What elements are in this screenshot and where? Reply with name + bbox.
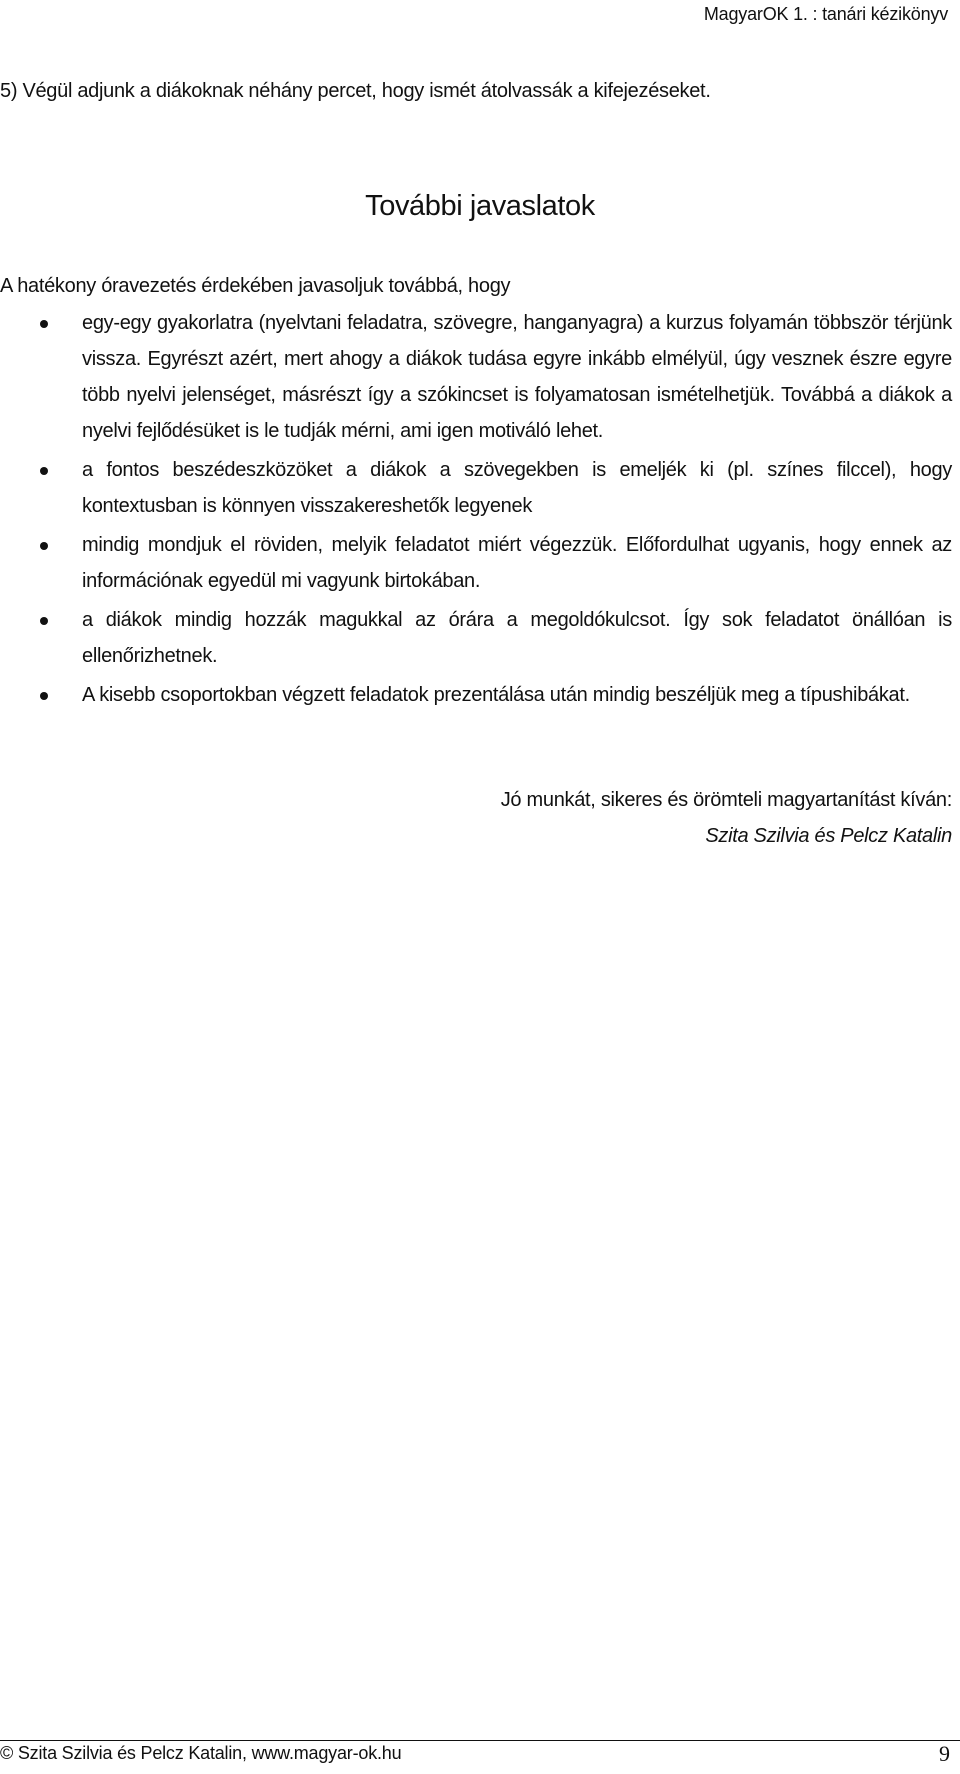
section-title: További javaslatok	[365, 190, 595, 222]
bullet-icon	[40, 617, 48, 625]
bullet-icon	[40, 542, 48, 550]
list-item-text: a fontos beszédeszközöket a diákok a szövegekben is emeljék ki (pl. színes filccel), hogy kontextusban is könnyen visszakereshetők legyenek	[82, 459, 952, 517]
list-item	[0, 677, 952, 713]
list-item	[0, 527, 952, 599]
closing-wish: Jó munkát, sikeres és örömteli magyartanítást kíván:	[500, 789, 952, 811]
list-item-text: egy-egy gyakorlatra (nyelvtani feladatra, szövegre, hanganyagra) a kurzus folyamán többször térjünk vissza. Egyrészt azért, mert ahogy a diákok tudása egyre inkább elmélyül, úgy vesznek észre egyre több nyelvi jelenséget, másrészt így a szókincset is folyamatosan ismételhetjük. Továbbá a diákok a nyelvi fejlődésüket is le tudják mérni, ami igen motiváló lehet.	[82, 312, 952, 442]
bullet-icon	[40, 467, 48, 475]
section-lead: A hatékony óravezetés érdekében javasoljuk továbbá, hogy	[0, 275, 511, 297]
suggestion-list	[0, 305, 952, 716]
bullet-icon	[40, 692, 48, 700]
list-item-text: A kisebb csoportokban végzett feladatok prezentálása után mindig beszéljük meg a típushibákat.	[82, 684, 910, 706]
list-item	[0, 452, 952, 524]
page-number: 9	[939, 1741, 950, 1766]
closing-block	[501, 782, 952, 854]
list-item	[0, 305, 952, 449]
intro-step-text: 5) Végül adjunk a diákoknak néhány percet, hogy ismét átolvassák a kifejezéseket.	[0, 80, 711, 102]
list-item	[0, 602, 952, 674]
running-header: MagyarOK 1. : tanári kézikönyv	[703, 4, 948, 24]
author-signature: Szita Szilvia és Pelcz Katalin	[705, 825, 952, 847]
list-item-text: mindig mondjuk el röviden, melyik feladatot miért végezzük. Előfordulhat ugyanis, hogy ennek az információnak egyedül mi vagyunk birtokában.	[82, 534, 952, 592]
bullet-icon	[40, 320, 48, 328]
footer-divider	[0, 1740, 960, 1741]
list-item-text: a diákok mindig hozzák magukkal az órára a megoldókulcsot. Így sok feladatot önállóan is ellenőrizhetnek.	[82, 609, 952, 667]
footer-copyright: © Szita Szilvia és Pelcz Katalin, www.magyar-ok.hu	[0, 1743, 402, 1763]
